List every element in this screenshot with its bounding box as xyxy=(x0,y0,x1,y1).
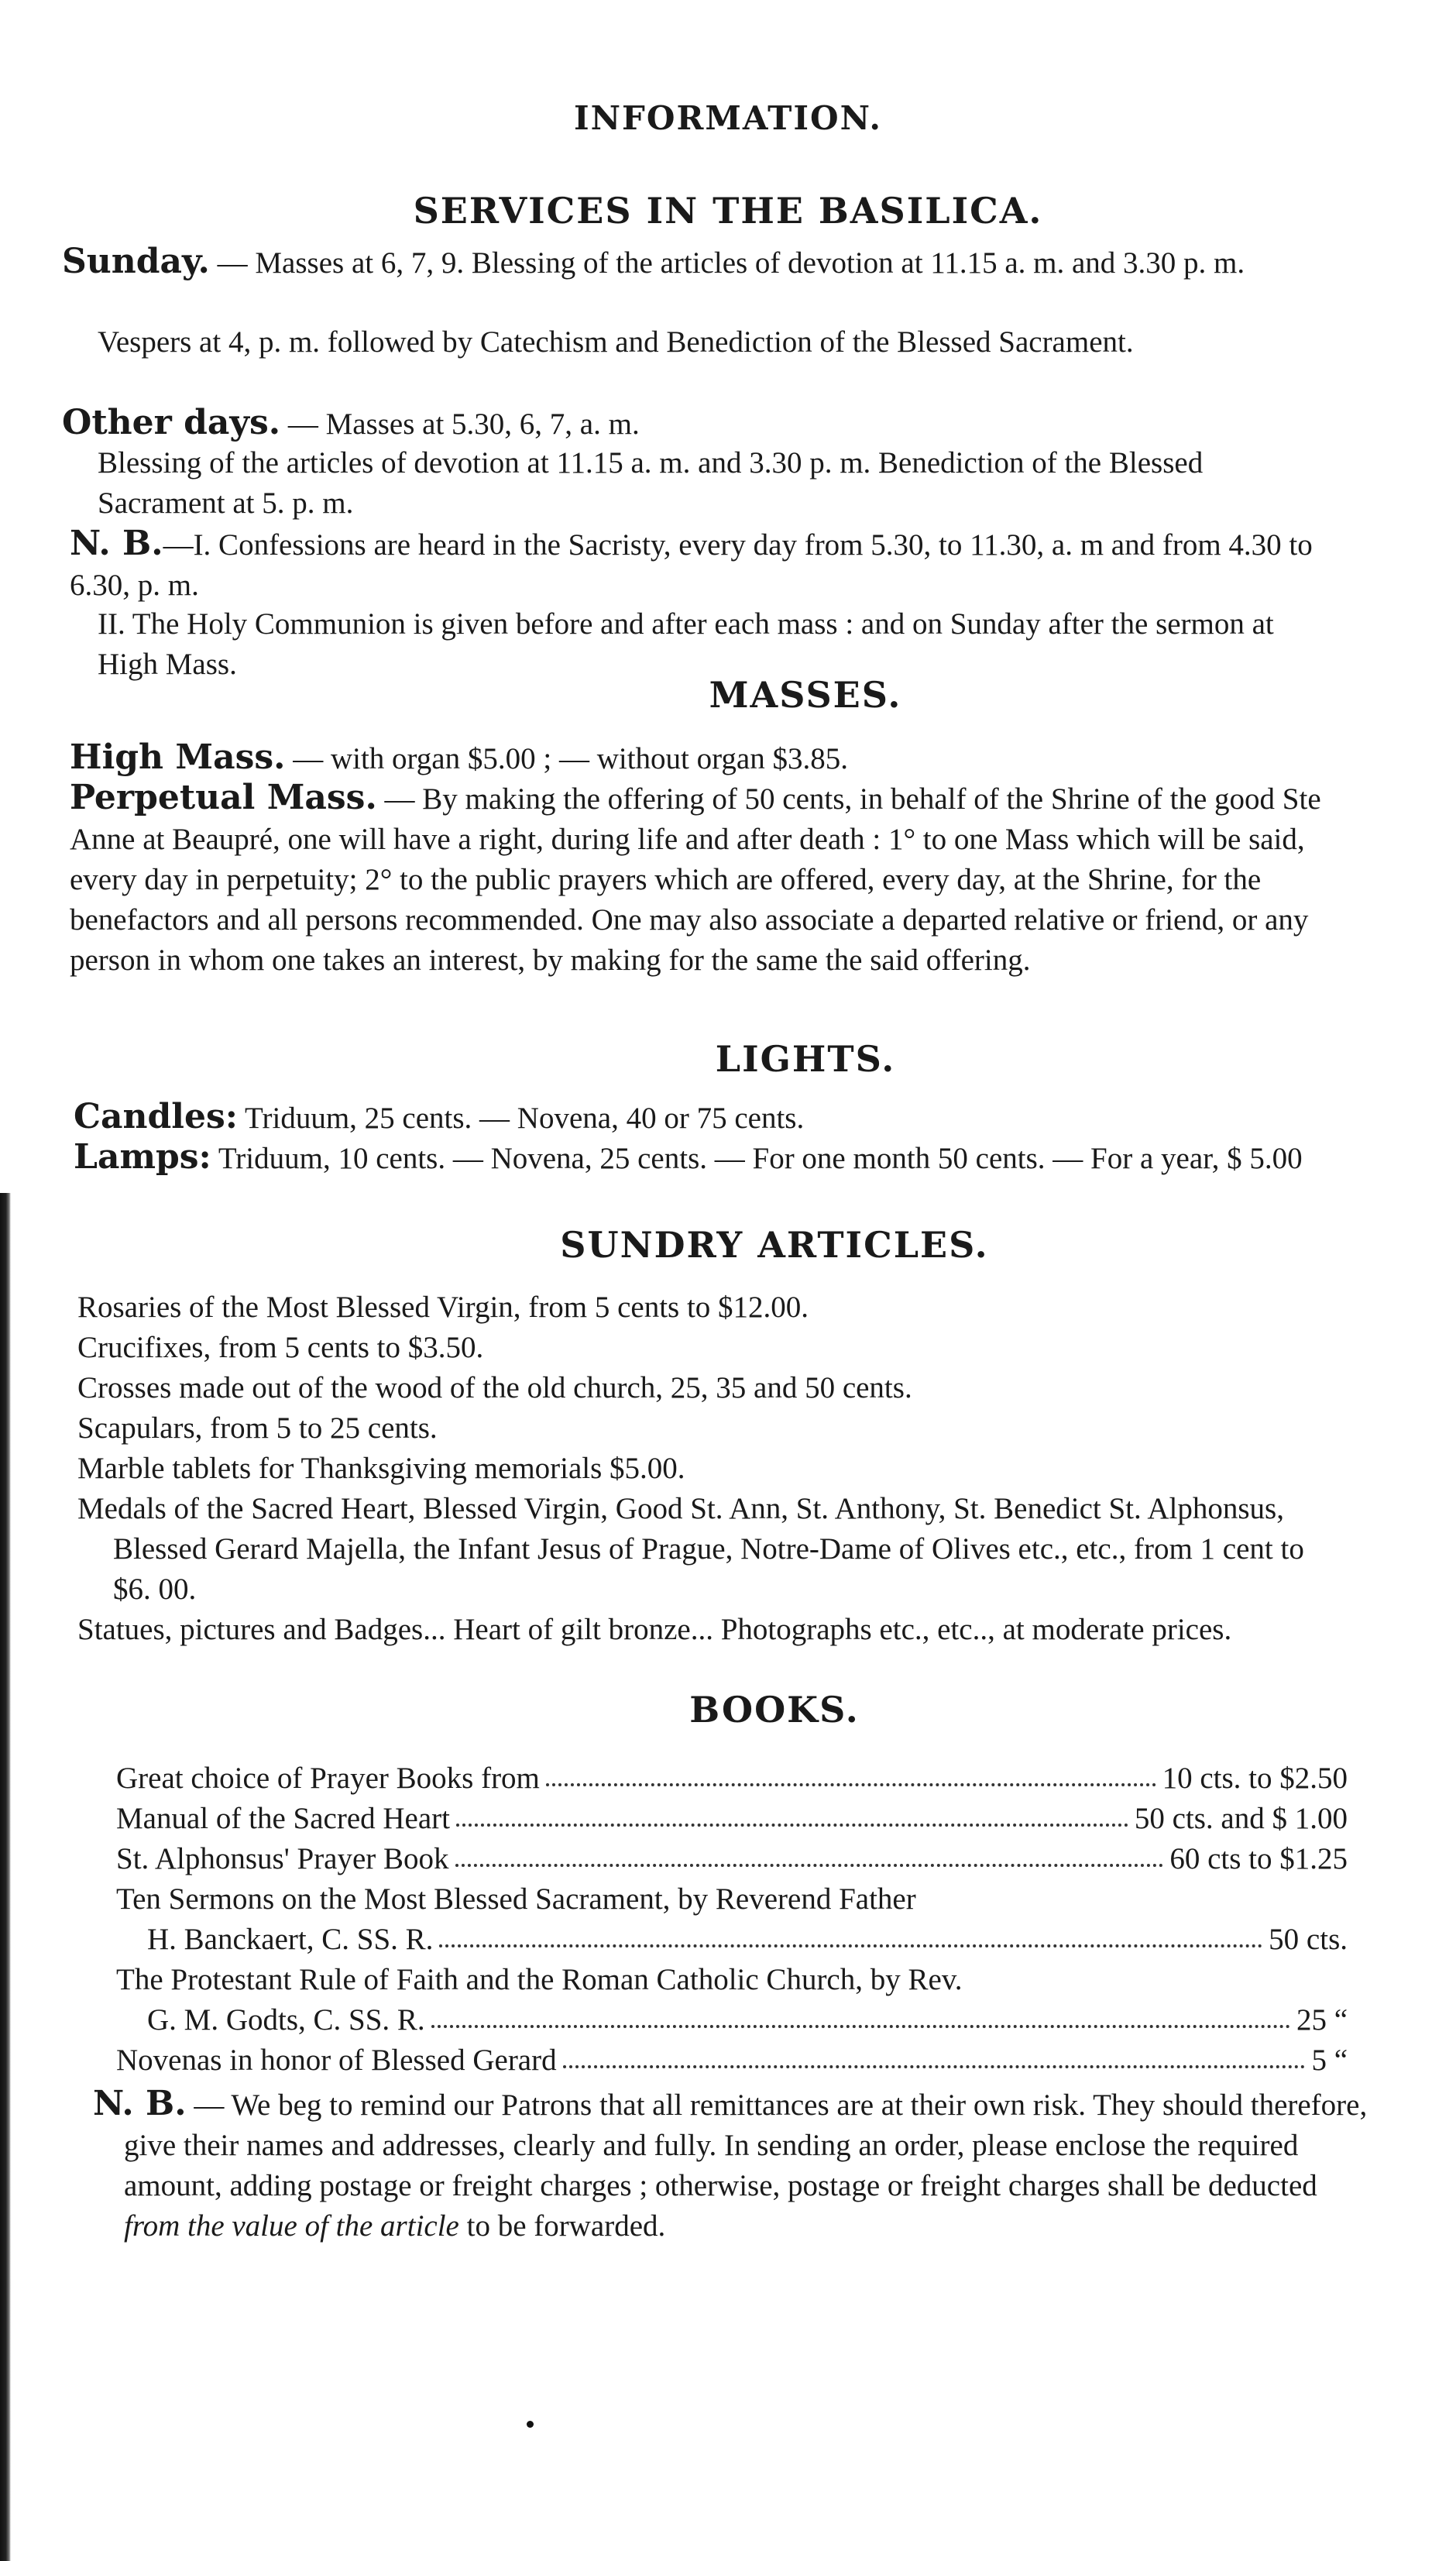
lamps-lead: Lamps: xyxy=(74,1137,211,1177)
book-title: G. M. Godts, C. SS. R. xyxy=(147,2003,425,2037)
book-price: 50 cts. xyxy=(1269,1923,1348,1956)
book-title: Manual of the Sacred Heart xyxy=(116,1802,450,1835)
book-title: Novenas in honor of Blessed Gerard xyxy=(116,2044,557,2077)
candles-lead: Candles: xyxy=(74,1097,239,1136)
leader-dots xyxy=(456,1824,1128,1827)
other-days-paragraph xyxy=(62,403,1332,445)
leader-dots xyxy=(439,1944,1262,1947)
book-price: 50 cts. and $ 1.00 xyxy=(1134,1802,1348,1835)
nb-text: —I. Confessions are heard in the Sacristy, every day from 5.30, to 11.30, a. m and from 4.30 to 6.30, p. m. xyxy=(70,528,1313,602)
nb-lead: N. B. xyxy=(70,524,163,563)
final-note-text: — We beg to remind our Patrons that all remittances are at their own risk. They should therefore, give their names and addresses, clearly and fully. In sending an order, please enclose the required amount, adding postage or freight charges ; otherwise, postage or freight charges shall be deducted xyxy=(124,2088,1368,2202)
sunday-paragraph xyxy=(62,242,1332,284)
masses-heading: MASSES. xyxy=(709,674,902,716)
lamps-text: Triduum, 10 cents. — Novena, 25 cents. — For one month 50 cents. — For a year, $ 5.00 xyxy=(211,1142,1303,1175)
sunday-lead: Sunday. xyxy=(62,242,210,281)
final-note-italic: from the value of the article xyxy=(124,2209,459,2243)
other-days-lead: Other days. xyxy=(62,403,281,442)
book-row xyxy=(147,2000,1348,2040)
services-heading: SERVICES IN THE BASILICA. xyxy=(413,190,1043,232)
page-dot xyxy=(527,2421,534,2428)
lights-heading: LIGHTS. xyxy=(715,1038,896,1080)
sundry-item-statues-text: Statues, pictures and Badges... Heart of gilt bronze... Photographs etc., etc.., at moderate prices. xyxy=(77,1613,1232,1646)
book-line: Ten Sermons on the Most Blessed Sacrament, by Reverend Father xyxy=(116,1882,916,1916)
candles-paragraph xyxy=(74,1097,1332,1139)
book-price: 5 “ xyxy=(1311,2044,1348,2077)
perpetual-mass-paragraph xyxy=(70,778,1332,981)
book-title: St. Alphonsus' Prayer Book xyxy=(116,1842,449,1875)
nb-ii: II. The Holy Communion is given before and after each mass : and on Sunday after the sermon at High Mass. xyxy=(98,607,1274,681)
leader-dots xyxy=(546,1783,1156,1786)
book-title: H. Banckaert, C. SS. R. xyxy=(147,1923,434,1956)
sundry-item-statues xyxy=(77,1610,1348,1650)
book-price: 10 cts. to $2.50 xyxy=(1162,1762,1348,1795)
final-note-lead: N. B. xyxy=(93,2084,187,2123)
final-note xyxy=(93,2084,1379,2246)
sundry-item: Marble tablets for Thanksgiving memorials $5.00. xyxy=(77,1452,685,1485)
book-line: The Protestant Rule of Faith and the Roman Catholic Church, by Rev. xyxy=(116,1963,963,1996)
books-heading: BOOKS. xyxy=(689,1689,860,1731)
book-price: 60 cts to $1.25 xyxy=(1169,1842,1348,1875)
book-price: 25 “ xyxy=(1296,2003,1348,2037)
book-row xyxy=(116,2040,1348,2081)
sundry-item: Crosses made out of the wood of the old church, 25, 35 and 50 cents. xyxy=(77,1371,912,1404)
perpetual-mass-text: — By making the offering of 50 cents, in behalf of the Shrine of the good Ste Anne at Beaupré, one will have a right, during life and after death : 1° to one Mass which will be said, every day in perpetuity; 2° to the public prayers which are offered, every day, at the Shrine, for the benefactors and all persons recommended. One may also associate a departed relative or friend, or any person in whom one takes an interest, by making for the same the said offering. xyxy=(70,782,1321,977)
book-row xyxy=(116,1839,1348,1879)
sunday-text: — Masses at 6, 7, 9. Blessing of the articles of devotion at 11.15 a. m. and 3.30 p. m. xyxy=(209,246,1245,280)
high-mass-paragraph xyxy=(70,737,1332,779)
other-days-blessing: Blessing of the articles of devotion at 11.15 a. m. and 3.30 p. m. Benediction of the Blessed Sacrament at 5. p. m. xyxy=(98,446,1204,520)
book-row xyxy=(116,1758,1348,1799)
nb-paragraph xyxy=(70,524,1332,606)
sunday-vespers: Vespers at 4, p. m. followed by Catechism and Benediction of the Blessed Sacrament. xyxy=(98,325,1134,359)
sundry-item-medals xyxy=(77,1489,1348,1610)
sundry-item: Scapulars, from 5 to 25 cents. xyxy=(77,1411,438,1445)
sundry-item: Rosaries of the Most Blessed Virgin, from 5 cents to $12.00. xyxy=(77,1291,809,1324)
candles-text: Triduum, 25 cents. — Novena, 40 or 75 cents. xyxy=(238,1102,805,1135)
sundry-item: Crucifixes, from 5 cents to $3.50. xyxy=(77,1331,484,1364)
other-days-text: — Masses at 5.30, 6, 7, a. m. xyxy=(280,407,640,441)
lamps-paragraph xyxy=(74,1137,1332,1179)
sundry-item-medals-text: Medals of the Sacred Heart, Blessed Virgin, Good St. Ann, St. Anthony, St. Benedict St. Alphonsus, Blessed Gerard Majella, the Infant Jesus of Prague, Notre-Dame of Olives etc., etc., from 1 cent to $6. 00. xyxy=(77,1492,1304,1606)
high-mass-lead: High Mass. xyxy=(70,737,286,777)
perpetual-mass-lead: Perpetual Mass. xyxy=(70,778,377,817)
leader-dots xyxy=(431,2025,1290,2028)
book-row xyxy=(116,1799,1348,1839)
page-title: INFORMATION. xyxy=(574,99,882,137)
final-note-tail: to be forwarded. xyxy=(458,2209,666,2243)
book-row xyxy=(147,1920,1348,1960)
book-title: Great choice of Prayer Books from xyxy=(116,1762,540,1795)
sundry-heading: SUNDRY ARTICLES. xyxy=(560,1224,989,1266)
leader-dots xyxy=(455,1864,1164,1867)
high-mass-text: — with organ $5.00 ; — without organ $3.85. xyxy=(285,742,848,775)
leader-dots xyxy=(563,2065,1306,2068)
